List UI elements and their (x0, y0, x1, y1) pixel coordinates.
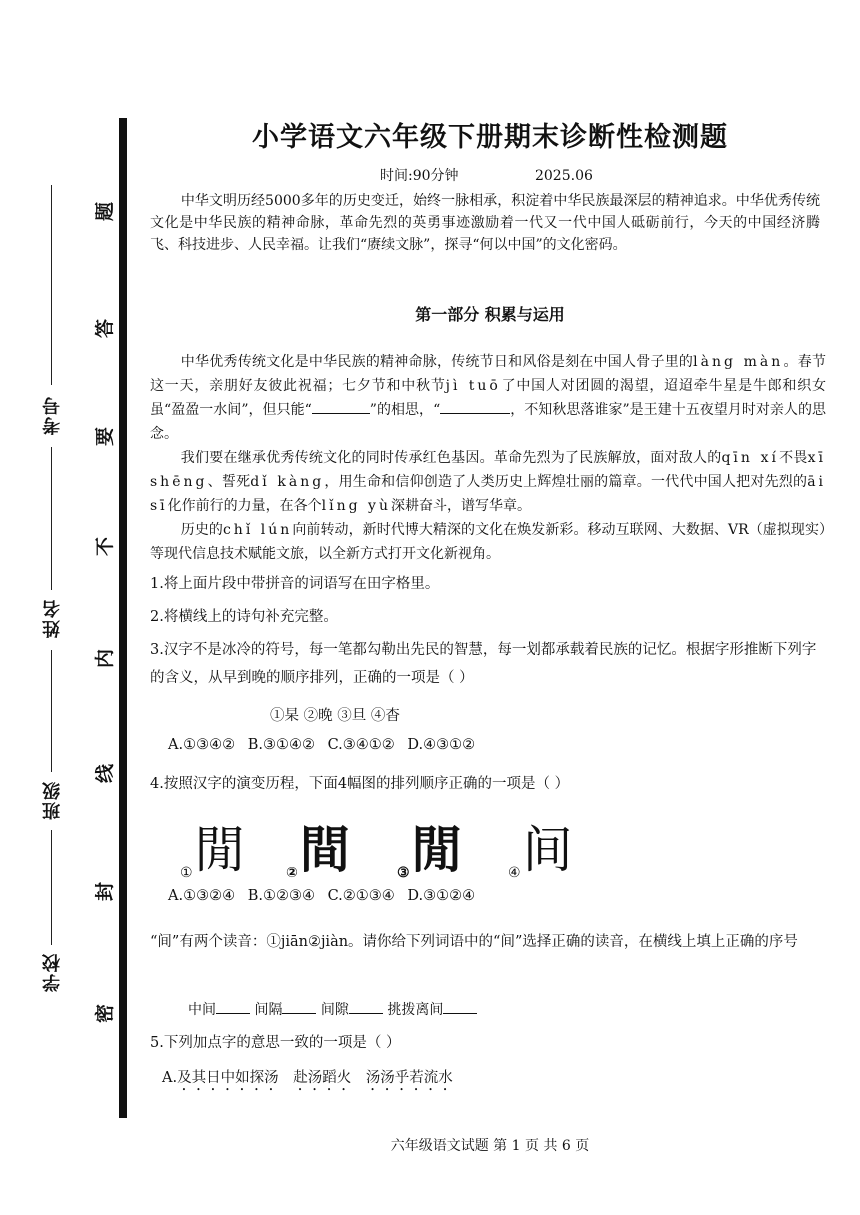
question-3: 3.汉字不是冰冷的符号，每一笔都勾勒出先民的智慧，每一划都承载着民族的记忆。根据字形推断下列字的含义，从早到晚的顺序排列，正确的一项是（ ） (150, 642, 817, 686)
seal-char: 线 (94, 763, 117, 784)
pinyin: chǐ lún (222, 522, 293, 538)
reading-passage (150, 350, 826, 566)
question-1: 1.将上面片段中带拼音的词语写在田字格里。 (150, 576, 440, 592)
dotted-phrase: 汤汤乎若流水 (365, 1070, 453, 1086)
pinyin: lǐng yù (321, 498, 391, 514)
question-4-options (168, 888, 475, 904)
page-footer: 六年级语文试题 第 1 页 共 6 页 (390, 1138, 590, 1154)
question-4-sub: “间”有两个读音：①jiān②jiàn。请你给下列词语中的“间”选择正确的读音，在横线上填上正确的序号 (150, 934, 798, 950)
class-label: 班级 (42, 780, 63, 820)
glyph-image-4: $_④$间 (508, 821, 573, 881)
passage-paragraph: 中华优秀传统文化是中华民族的精神命脉，传统节日和风俗是刻在中国人骨子里的làng màn。春节这一天，亲朋好友彼此祝福；七夕节和中秋节jì tuō了中国人对团圆的渴望，迢迢牵牛星是牛郎和织女虽“盈盈一水间”，但只能“ ”的相思，“ ，不知秋思落谁家”是王建十五夜望月时对亲人的思念。 (150, 354, 826, 442)
seal-char: 题 (94, 201, 117, 222)
option-b[interactable]: B.③①④② (247, 737, 315, 753)
question-2: 2.将横线上的诗句补充完整。 (150, 609, 338, 625)
passage-paragraph: 历史的chǐ lún向前转动，新时代博大精深的文化在焕发新彩。移动互联网、大数据、VR（虚拟现实）等现代信息技术赋能文旅，以全新方式打开文化新视角。 (150, 522, 827, 562)
fill-blank[interactable] (216, 1013, 250, 1014)
exam-title: 小学语文六年级下册期末诊断性检测题 (252, 122, 728, 153)
exam-date: 2025.06 (534, 168, 593, 184)
pinyin: xī shēng (150, 450, 827, 490)
seal-char: 要 (94, 426, 117, 447)
section-title: 第一部分 积累与运用 (415, 305, 565, 324)
pinyin: āi sī (150, 474, 827, 514)
option-c[interactable]: C.③④①② (327, 737, 395, 753)
seal-char: 答 (94, 318, 117, 339)
fill-blank[interactable] (282, 1013, 316, 1014)
binding-rule (119, 118, 127, 1118)
class-line (51, 650, 52, 772)
school-label: 学校 (42, 952, 63, 992)
pinyin: dǐ kàng (250, 474, 325, 490)
option-a[interactable]: A.①③②④ (168, 888, 236, 904)
dotted-phrase: 赴汤蹈火 (293, 1070, 352, 1086)
seal-char: 密 (94, 1003, 117, 1024)
pinyin: jì tuō (445, 378, 501, 394)
pinyin: làng màn (693, 354, 784, 370)
pinyin: qīn xí (721, 450, 779, 466)
glyph-image-2: $_②$間 (286, 821, 350, 881)
fill-blank[interactable] (349, 1013, 383, 1014)
fill-blank[interactable] (312, 413, 370, 414)
exam-meta (380, 165, 665, 185)
option-a[interactable]: A.①③④② (168, 737, 236, 753)
glyph-image-1: $_①$閒 (180, 821, 245, 881)
option-c[interactable]: C.②①③④ (327, 888, 395, 904)
fill-blank[interactable] (443, 1013, 477, 1014)
fill-blank[interactable] (440, 413, 510, 414)
intro-paragraph: 中华文明历经5000多年的历史变迁，始终一脉相承，积淀着中华民族最深层的精神追求。中华优秀传统文化是中华民族的精神命脉，革命先烈的英勇事迹激励着一代又一代中国人砥砺前行，今天的中国经济腾飞、科技进步、人民幸福。让我们“赓续文脉”，探寻“何以中国”的文化密码。 (150, 193, 820, 253)
question-3-options (168, 737, 475, 753)
exam-number-label: 考号 (42, 395, 63, 435)
question-3-items: ①杲 ②晚 ③旦 ④杳 (270, 708, 400, 724)
glyph-image-3: $_③$閒 (397, 820, 462, 881)
name-line (51, 447, 52, 590)
question-4: 4.按照汉字的演变历程，下面4幅图的排列顺序正确的一项是（ ） (150, 776, 570, 792)
school-line (51, 830, 52, 945)
question-5: 5.下列加点字的意思一致的一项是（ ） (150, 1035, 401, 1051)
exam-time: 时间:90分钟 (380, 168, 459, 184)
passage-paragraph: 我们要在继承优秀传统文化的同时传承红色基因。革命先烈为了民族解放，面对敌人的qīn xí不畏xī shēng、誓死dǐ kàng，用生命和信仰创造了人类历史上辉煌壮丽的篇章。一代代中国人把对先烈的āi sī化作前行的力量，在各个lǐng yù深耕奋斗，谱写华章。 (150, 450, 827, 514)
name-label: 姓名 (42, 598, 63, 638)
seal-char: 封 (94, 881, 117, 902)
option-d[interactable]: D.③①②④ (407, 888, 476, 904)
exam-number-line (51, 185, 52, 385)
seal-char: 内 (94, 648, 117, 669)
question-5-option-a[interactable]: A.及其日中如探汤 赴汤蹈火 汤汤乎若流水 (162, 1070, 453, 1086)
option-d[interactable]: D.④③①② (407, 737, 476, 753)
question-4-words: 中间 间隔 间隙 挑拨离间 (188, 999, 477, 1019)
seal-char: 不 (94, 536, 117, 557)
option-b[interactable]: B.①②③④ (247, 888, 315, 904)
dotted-phrase: 及其日中如探汤 (177, 1070, 279, 1086)
